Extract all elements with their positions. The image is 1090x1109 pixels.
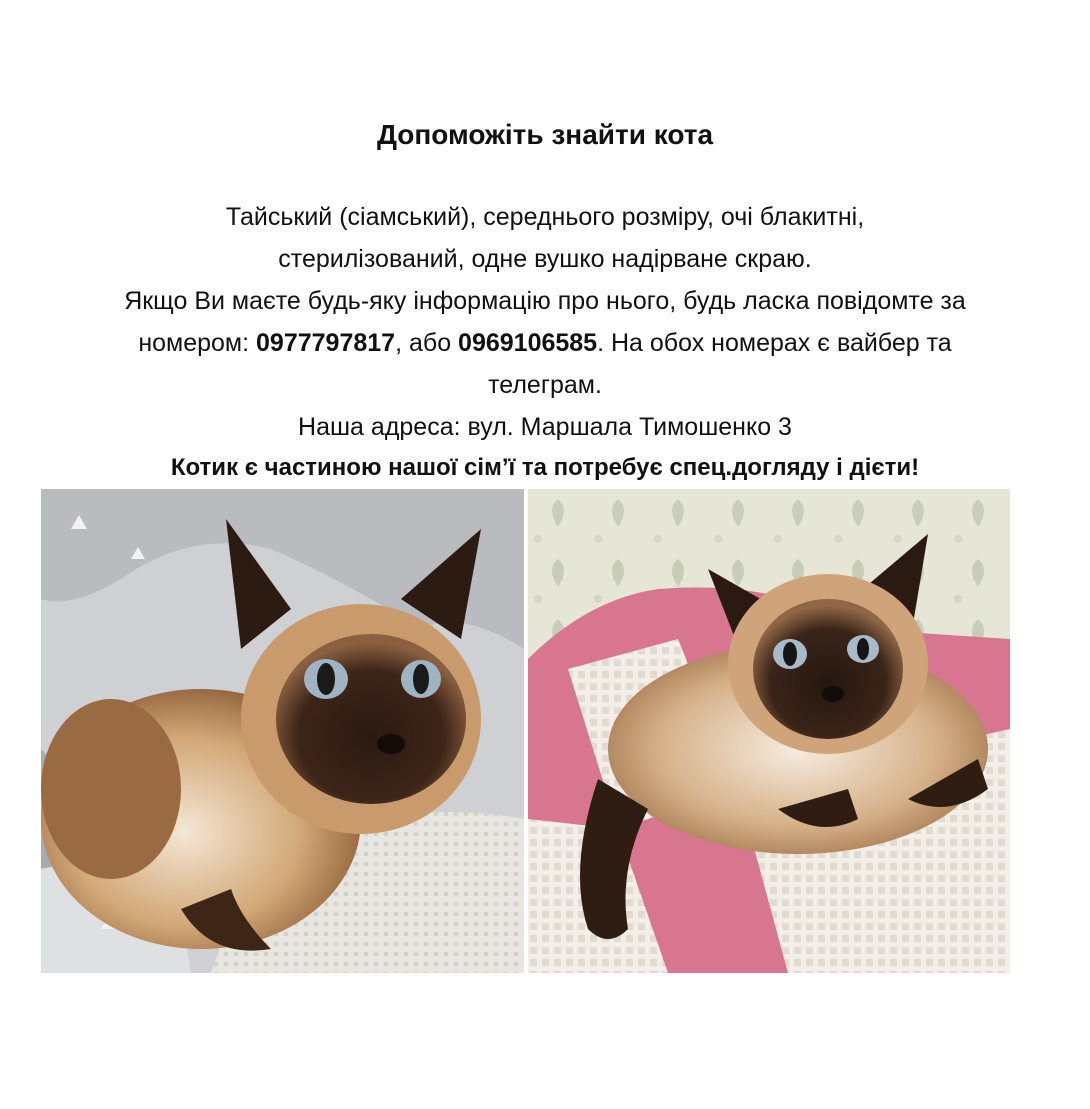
address-line: Наша адреса: вул. Маршала Тимошенко 3	[298, 413, 792, 441]
phone-number-2: 0969106585	[458, 329, 598, 357]
description-line: Якщо Ви маєте будь-яку інформацію про нього, будь ласка повідомте за	[124, 287, 966, 315]
contact-suffix: . На обох номерах є вайбер та	[597, 329, 952, 357]
contact-line	[20, 322, 1070, 364]
siamese-cat-photo-icon	[528, 489, 1010, 973]
description-line: стерилізований, одне вушко надірване скраю.	[278, 245, 812, 273]
description-line: телеграм.	[488, 371, 602, 399]
contact-prefix: номером:	[138, 329, 257, 357]
care-notice: Котик є частиною нашої сім’ї та потребує спец.догляду і дієти!	[170, 454, 920, 481]
cat-photo-right	[528, 489, 1010, 973]
flyer-title: Допоможіть знайти кота	[376, 119, 714, 150]
contact-middle: , або	[395, 329, 459, 357]
siamese-cat-photo-icon	[41, 489, 524, 973]
cat-photo-left	[41, 489, 524, 973]
description-line: Тайський (сіамський), середнього розміру, очі блакитні,	[225, 203, 865, 231]
cat-description	[20, 196, 1070, 448]
phone-number-1: 0977797817	[256, 329, 396, 357]
